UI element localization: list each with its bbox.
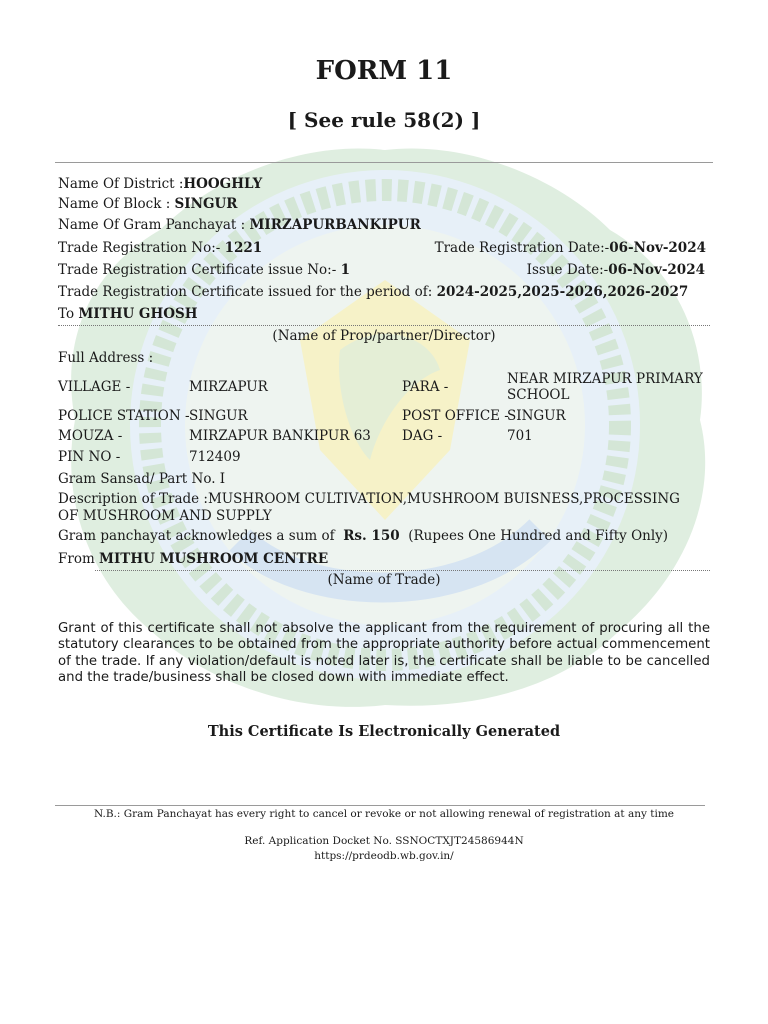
full-address-label: Full Address : bbox=[58, 350, 154, 366]
ack-amount: Rs. 150 bbox=[343, 528, 400, 544]
post-office-value: SINGUR bbox=[507, 408, 566, 424]
to-row bbox=[58, 306, 197, 322]
top-divider bbox=[55, 162, 713, 163]
reg-date-label: Trade Registration Date:- bbox=[434, 240, 610, 256]
footer-docket: Ref. Application Docket No. SSNOCTXJT24586944N bbox=[244, 835, 524, 847]
period-value: 2024-2025,2025-2026,2026-2027 bbox=[436, 284, 689, 300]
police-station-value: SINGUR bbox=[189, 408, 248, 424]
issue-date-row bbox=[527, 262, 705, 278]
from-label: From bbox=[58, 551, 100, 567]
reg-date-value: 06-Nov-2024 bbox=[609, 240, 706, 256]
to-value: MITHU GHOSH bbox=[78, 306, 198, 322]
cert-no-label: Trade Registration Certificate issue No:- bbox=[58, 262, 341, 278]
issue-date-label: Issue Date:- bbox=[526, 262, 609, 278]
footer-divider bbox=[55, 805, 705, 806]
mouza-label: MOUZA - bbox=[58, 428, 123, 444]
para-value: NEAR MIRZAPUR PRIMARY SCHOOL bbox=[507, 371, 703, 403]
from-value: MITHU MUSHROOM CENTRE bbox=[99, 551, 329, 567]
post-office-label: POST OFFICE - bbox=[402, 408, 509, 424]
para-label: PARA - bbox=[402, 379, 449, 395]
reg-date-row bbox=[435, 240, 706, 256]
ack-prefix: Gram panchayat acknowledges a sum of bbox=[58, 528, 339, 544]
from-row bbox=[58, 551, 328, 567]
gram-sansad: Gram Sansad/ Part No. I bbox=[58, 471, 226, 487]
period-label: Trade Registration Certificate issued for the period of: bbox=[58, 284, 437, 300]
ack-words: (Rupees One Hundred and Fifty Only) bbox=[408, 528, 669, 544]
form-subtitle: [ See rule 58(2) ] bbox=[287, 108, 481, 132]
village-value: MIRZAPUR bbox=[189, 379, 268, 395]
cert-no-value: 1 bbox=[340, 262, 350, 278]
to-label: To bbox=[58, 306, 79, 322]
prop-caption: (Name of Prop/partner/Director) bbox=[272, 328, 496, 344]
gp-label: Name Of Gram Panchayat : bbox=[58, 217, 250, 233]
prop-dotted-line bbox=[58, 325, 710, 326]
block-label: Name Of Block : bbox=[58, 196, 175, 212]
trade-description: Description of Trade :MUSHROOM CULTIVATION,MUSHROOM BUISNESS,PROCESSING OF MUSHROOM AND SUPPLY bbox=[58, 491, 680, 524]
gp-value: MIRZAPURBANKIPUR bbox=[249, 217, 421, 233]
issue-date-value: 06-Nov-2024 bbox=[608, 262, 705, 278]
notice-paragraph: Grant of this certificate shall not absolve the applicant from the requirement of procuring all the statutory clearances to be obtained from the appropriate authority before actual commencement of the trade. If any violation/default is noted later is, the certificate shall be liable to be cancelled and the trade/business shall be closed down with immediate effect. bbox=[58, 621, 710, 685]
pin-label: PIN NO - bbox=[58, 449, 121, 465]
block-row bbox=[58, 196, 237, 212]
period-row bbox=[58, 284, 688, 300]
block-value: SINGUR bbox=[174, 196, 238, 212]
trade-dotted-line bbox=[95, 570, 710, 571]
pin-value: 712409 bbox=[189, 449, 241, 465]
electronic-notice: This Certificate Is Electronically Generated bbox=[207, 723, 561, 740]
form-title: FORM 11 bbox=[315, 56, 453, 86]
village-label: VILLAGE - bbox=[58, 379, 131, 395]
acknowledgement-row bbox=[58, 528, 668, 544]
district-label: Name Of District : bbox=[58, 176, 184, 192]
district-value: HOOGHLY bbox=[183, 176, 263, 192]
footer-nb: N.B.: Gram Panchayat has every right to cancel or revoke or not allowing renewal of registration at any time bbox=[93, 808, 675, 820]
trade-caption: (Name of Trade) bbox=[327, 572, 441, 588]
gram-panchayat-row bbox=[58, 217, 421, 233]
dag-label: DAG - bbox=[402, 428, 443, 444]
reg-no-label: Trade Registration No:- bbox=[58, 240, 225, 256]
mouza-value: MIRZAPUR BANKIPUR 63 bbox=[189, 428, 371, 444]
police-station-label: POLICE STATION - bbox=[58, 408, 190, 424]
district-row bbox=[58, 176, 262, 192]
footer-url: https://prdeodb.wb.gov.in/ bbox=[314, 850, 454, 862]
cert-no-row bbox=[58, 262, 350, 278]
reg-no-value: 1221 bbox=[224, 240, 263, 256]
dag-value: 701 bbox=[507, 428, 533, 444]
reg-no-row bbox=[58, 240, 262, 256]
